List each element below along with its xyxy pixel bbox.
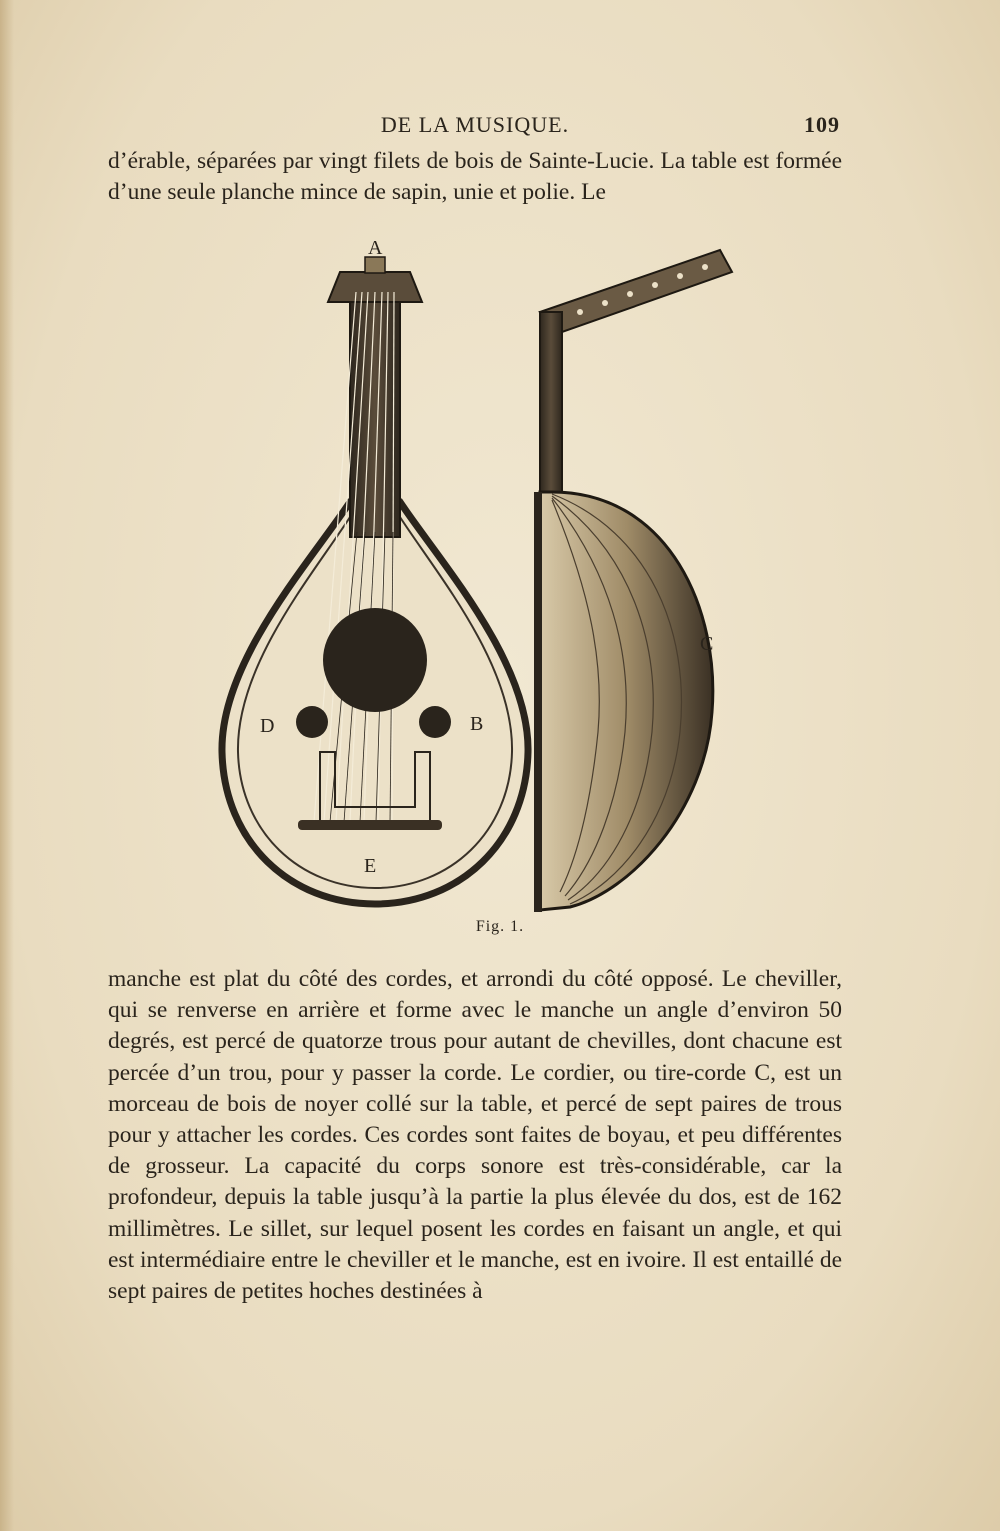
text-block-bottom — [108, 964, 842, 1307]
paragraph: manche est plat du côté des cordes, et arrondi du côté opposé. Le cheviller, qui se renverse en arrière et forme avec le manche un angle d’environ 50 degrés, est percé de quatorze trous pour autant de chevilles, dont chacune est percée d’un trou, pour y passer la corde. Le cordier, ou tire-corde C, est un morceau de bois de noyer collé sur la table, et percé de sept paires de trous pour y attacher les cordes. Ces cordes sont faites de boyau, et peu différentes de grosseur. La capacité du corps sonore est très-considérable, car la profondeur, depuis la table jusqu’à la partie la plus élevée du dos, est de 162 millimètres. Le sillet, sur lequel posent les cordes en faisant un angle, et qui est intermédiaire entre le cheviller et le manche, est en ivoire. Il est entaillé de sept paires de petites hoches destinées à — [108, 966, 842, 1305]
page-number: 109 — [804, 112, 840, 137]
lute-figure — [200, 232, 760, 932]
label-e: E — [364, 855, 377, 877]
page-header — [110, 112, 840, 144]
label-b: B — [470, 713, 484, 735]
text-block-top — [108, 146, 842, 208]
label-d: D — [260, 715, 275, 737]
label-a: A — [368, 237, 383, 259]
figure-caption: Fig. 1. — [475, 918, 525, 935]
lute-illustration — [200, 232, 760, 932]
label-c: C — [700, 633, 714, 655]
page-edge-shadow — [0, 0, 14, 1531]
lute-side-view — [534, 250, 732, 912]
paragraph: d’érable, séparées par vingt filets de bois de Sainte-Lucie. La table est formée d’une seule planche mince de sapin, unie et polie. Le — [108, 148, 842, 206]
lute-front-view — [222, 237, 528, 904]
running-title: DE LA MUSIQUE. — [380, 112, 570, 137]
